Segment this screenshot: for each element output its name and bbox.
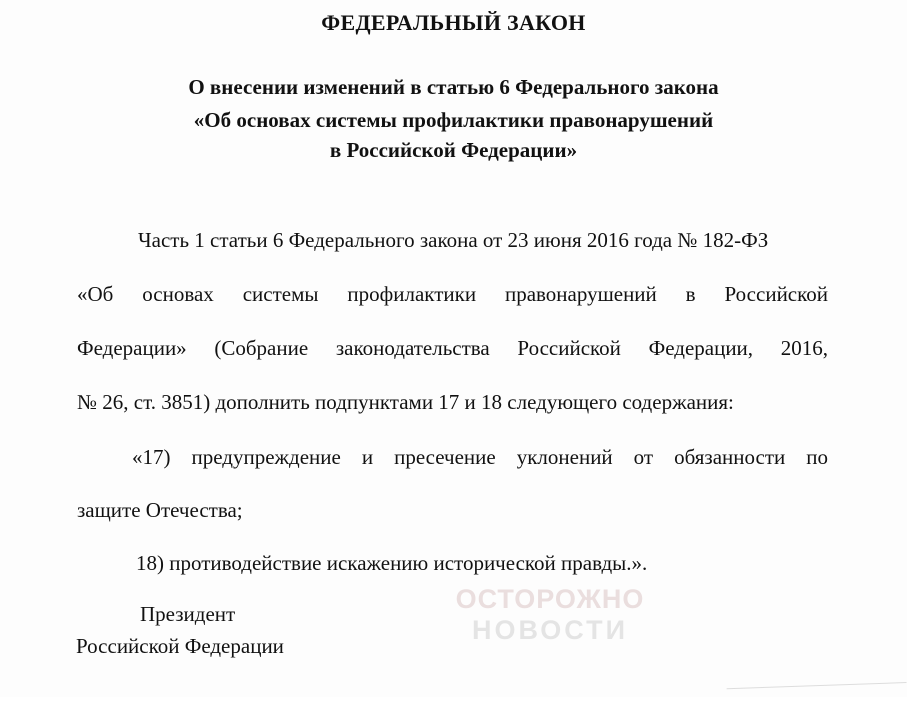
watermark-logo [436,584,664,650]
watermark-line-1: ОСТОРОЖНО [455,584,645,614]
signature-title: Президент [140,602,236,626]
clause-18: 18) противодействие искажению исторической правды.». [136,551,648,575]
body-line-2: «Об основах системы профилактики правонарушений в Российской [77,282,828,306]
document-title: ФЕДЕРАЛЬНЫЙ ЗАКОН [321,10,586,35]
body-line-3: Федерации» (Собрание законодательства Российской Федерации, 2016, [77,336,828,360]
clause-17-line-1: «17) предупреждение и пресечение уклонений от обязанности по [132,445,828,469]
watermark-line-2: НОВОСТИ [471,615,629,645]
heading-line-1: О внесении изменений в статью 6 Федерального закона [188,75,719,99]
page-fold-edge [727,682,907,703]
clause-17-line-2: защите Отечества; [77,498,243,522]
signature-organization: Российской Федерации [76,634,284,658]
heading-line-2: «Об основах системы профилактики правонарушений [193,108,714,132]
body-line-4: № 26, ст. 3851) дополнить подпунктами 17 и 18 следующего содержания: [77,390,734,414]
body-line-1: Часть 1 статьи 6 Федерального закона от 23 июня 2016 года № 182-ФЗ [138,228,769,252]
heading-line-3: в Российской Федерации» [329,138,578,162]
